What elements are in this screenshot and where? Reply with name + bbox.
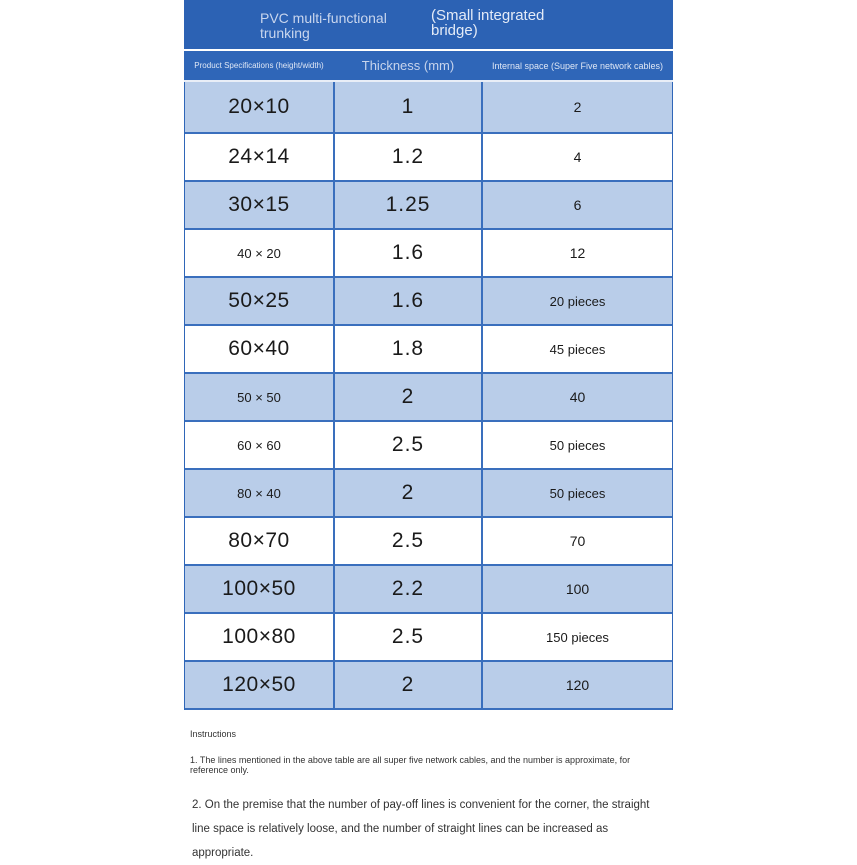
thickness-cell bbox=[335, 422, 483, 468]
table-row bbox=[185, 326, 672, 374]
thickness-cell bbox=[335, 614, 483, 660]
thickness-cell bbox=[335, 518, 483, 564]
spec-table bbox=[184, 82, 673, 710]
thickness-value: 1.25 bbox=[385, 193, 431, 216]
thickness-value: 1.8 bbox=[391, 337, 425, 360]
header-thickness: Thickness (mm) bbox=[361, 58, 455, 73]
table-row bbox=[185, 662, 672, 710]
table-row bbox=[185, 230, 672, 278]
internal-space-value: 12 bbox=[569, 245, 586, 261]
spec-cell bbox=[185, 278, 335, 324]
thickness-value: 2 bbox=[401, 673, 415, 696]
internal-space-cell bbox=[483, 134, 672, 180]
thickness-value: 2.5 bbox=[391, 625, 425, 648]
thickness-cell bbox=[335, 662, 483, 708]
internal-space-cell bbox=[483, 326, 672, 372]
table-row bbox=[185, 278, 672, 326]
thickness-value: 2.5 bbox=[391, 433, 425, 456]
internal-space-cell bbox=[483, 182, 672, 228]
table-row bbox=[185, 82, 672, 134]
spec-cell bbox=[185, 566, 335, 612]
spec-cell bbox=[185, 662, 335, 708]
title-banner bbox=[184, 0, 673, 51]
table-row bbox=[185, 134, 672, 182]
spec-value: 80×70 bbox=[228, 529, 290, 552]
spec-value: 40 × 20 bbox=[237, 245, 281, 261]
internal-space-value: 120 bbox=[565, 677, 590, 693]
instructions bbox=[190, 729, 670, 865]
spec-cell bbox=[185, 470, 335, 516]
internal-space-cell bbox=[483, 422, 672, 468]
internal-space-value: 100 bbox=[565, 581, 590, 597]
internal-space-cell bbox=[483, 82, 672, 132]
internal-space-value: 50 pieces bbox=[549, 437, 606, 453]
spec-value: 100×80 bbox=[222, 625, 296, 648]
header-internal-space: Internal space (Super Five network cables) bbox=[491, 60, 664, 71]
table-row bbox=[185, 470, 672, 518]
spec-value: 50×25 bbox=[228, 289, 290, 312]
spec-cell bbox=[185, 374, 335, 420]
thickness-value: 2 bbox=[401, 385, 415, 408]
internal-space-value: 150 pieces bbox=[546, 629, 609, 645]
spec-value: 24×14 bbox=[228, 145, 290, 168]
spec-value: 30×15 bbox=[228, 193, 290, 216]
internal-space-cell bbox=[483, 278, 672, 324]
thickness-cell bbox=[335, 134, 483, 180]
spec-value: 80 × 40 bbox=[237, 485, 281, 501]
table-row bbox=[185, 182, 672, 230]
thickness-cell bbox=[335, 278, 483, 324]
thickness-cell bbox=[335, 566, 483, 612]
thickness-cell bbox=[335, 230, 483, 276]
internal-space-cell bbox=[483, 230, 672, 276]
spec-cell bbox=[185, 230, 335, 276]
spec-cell bbox=[185, 326, 335, 372]
spec-cell bbox=[185, 182, 335, 228]
internal-space-value: 70 bbox=[569, 533, 586, 549]
internal-space-value: 50 pieces bbox=[549, 485, 606, 501]
internal-space-value: 45 pieces bbox=[549, 341, 606, 357]
spec-cell bbox=[185, 134, 335, 180]
internal-space-value: 20 pieces bbox=[549, 293, 606, 309]
thickness-value: 1 bbox=[401, 95, 415, 118]
header-spec: Product Specifications (height/width) bbox=[194, 61, 324, 70]
banner-product-title: PVC multi-functional trunking bbox=[260, 10, 387, 41]
instruction-note-1: 1. The lines mentioned in the above table are all super five network cables, and the number is approximate, for reference only. bbox=[190, 755, 631, 775]
thickness-cell bbox=[335, 470, 483, 516]
spec-cell bbox=[185, 518, 335, 564]
internal-space-cell bbox=[483, 470, 672, 516]
thickness-value: 1.6 bbox=[391, 241, 425, 264]
spec-cell bbox=[185, 422, 335, 468]
table-row bbox=[185, 614, 672, 662]
internal-space-cell bbox=[483, 566, 672, 612]
instruction-note-2: 2. On the premise that the number of pay-off lines is convenient for the corner, the straight line space is relatively loose, and the number of straight lines can be increased as appropriate. bbox=[192, 799, 650, 859]
thickness-cell bbox=[335, 374, 483, 420]
spec-cell bbox=[185, 82, 335, 132]
internal-space-cell bbox=[483, 614, 672, 660]
thickness-value: 1.6 bbox=[391, 289, 425, 312]
thickness-cell bbox=[335, 82, 483, 132]
thickness-value: 2 bbox=[401, 481, 415, 504]
internal-space-cell bbox=[483, 662, 672, 708]
table-row bbox=[185, 422, 672, 470]
internal-space-value: 4 bbox=[573, 149, 582, 165]
thickness-cell bbox=[335, 326, 483, 372]
spec-value: 100×50 bbox=[222, 577, 296, 600]
internal-space-value: 40 bbox=[569, 389, 586, 405]
table-row bbox=[185, 566, 672, 614]
spec-value: 60×40 bbox=[228, 337, 290, 360]
internal-space-cell bbox=[483, 374, 672, 420]
spec-cell bbox=[185, 614, 335, 660]
internal-space-value: 2 bbox=[573, 99, 582, 115]
spec-value: 20×10 bbox=[228, 95, 290, 118]
table-row bbox=[185, 518, 672, 566]
thickness-cell bbox=[335, 182, 483, 228]
spec-value: 60 × 60 bbox=[237, 437, 281, 453]
instructions-title: Instructions bbox=[190, 729, 237, 739]
table-header bbox=[184, 51, 673, 82]
banner-subtitle: (Small integrated bridge) bbox=[431, 7, 545, 39]
spec-value: 120×50 bbox=[222, 673, 296, 696]
thickness-value: 1.2 bbox=[391, 145, 425, 168]
thickness-value: 2.2 bbox=[391, 577, 425, 600]
internal-space-value: 6 bbox=[573, 197, 582, 213]
table-row bbox=[185, 374, 672, 422]
internal-space-cell bbox=[483, 518, 672, 564]
spec-value: 50 × 50 bbox=[237, 389, 281, 405]
thickness-value: 2.5 bbox=[391, 529, 425, 552]
spec-sheet bbox=[184, 0, 673, 710]
